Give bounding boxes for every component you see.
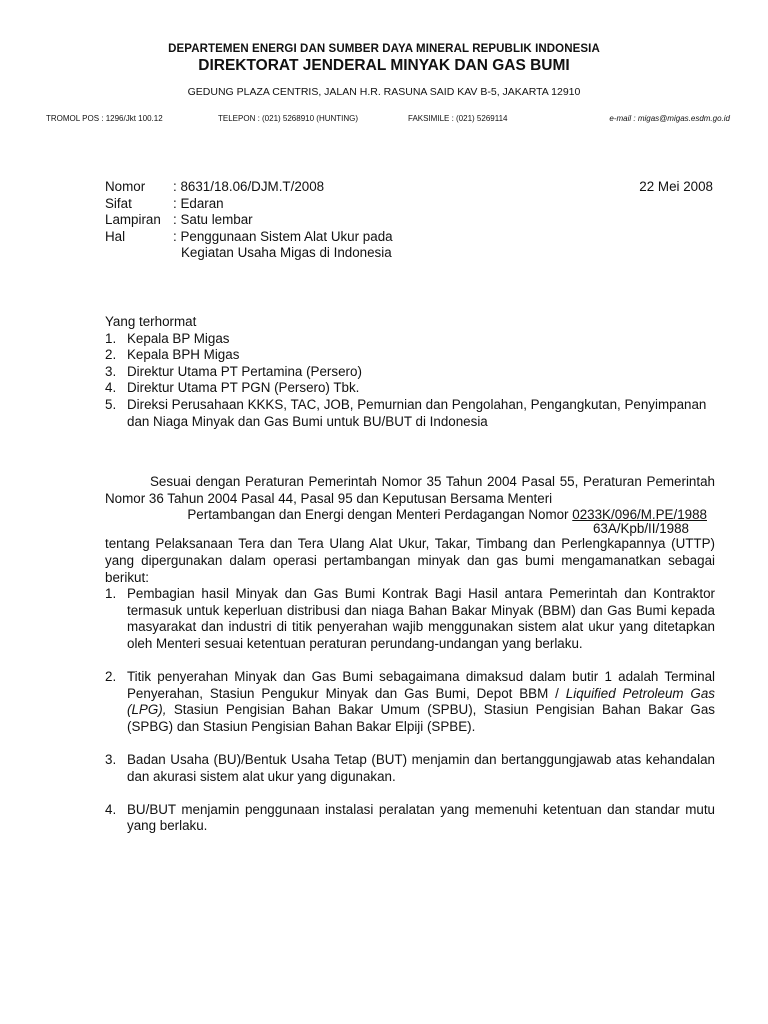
list-item: 1. Pembagian hasil Minyak dan Gas Bumi Kontrak Bagi Hasil antara Pemerintah dan Kontraktor termasuk untuk keperluan distribusi dan niaga Bahan Bakar Minyak (BBM) dan Gas Bumi kepada masyarakat dan industri di titik penyerahan wajib menggunakan sistem alat ukur yang ditetapkan oleh Menteri sesuai ketentuan peraturan perundang-undangan yang berlaku. [105,586,715,651]
reference-number-secondary: 63A/Kpb/II/1988 [592,521,689,537]
email-address: e-mail : migas@migas.esdm.go.id [609,114,730,123]
intro-paragraph [105,474,715,507]
points-list [105,586,715,835]
list-item: 2. Titik penyerahan Minyak dan Gas Bumi sebagaimana dimaksud dalam butir 1 adalah Terminal Penyerahan, Stasiun Pengukur Minyak dan Gas Bumi, Depot BBM / Liquified Petroleum Gas (LPG), Stasiun Pengisian Bahan Bakar Umum (SPBU), Stasiun Pengisian Bahan Bakar Gas (SPBG) dan Stasiun Pengisian Bahan Bakar Elpiji (SPBE). [105,669,715,734]
lampiran-value: : Satu lembar [173,212,253,228]
intro-text: Sesuai dengan Peraturan Pemerintah Nomor 35 Tahun 2004 Pasal 55, Peraturan Pemerintah Nomor 36 Tahun 2004 Pasal 44, Pasal 95 dan Keputusan Bersama Menteri [105,474,715,506]
list-item: 2. Kepala BPH Migas [105,347,240,363]
meta-hal [105,229,715,246]
list-item: 4. Direktur Utama PT PGN (Persero) Tbk. [105,380,360,396]
fax-number: FAKSIMILE : (021) 5269114 [408,114,508,123]
letter-body [105,179,715,835]
letter-content [105,474,715,835]
meta-nomor [105,179,715,196]
hal-value: : Penggunaan Sistem Alat Ukur pada [173,228,393,244]
reference-number: 0233K/096/M.PE/1988 [572,507,707,523]
office-address: GEDUNG PLAZA CENTRIS, JALAN H.R. RASUNA SAID KAV B-5, JAKARTA 12910 [187,86,581,98]
po-box: TROMOL POS : 1296/Jkt 100.12 [46,114,163,123]
list-item: 1. Kepala BP Migas [105,330,230,346]
sifat-value: : Edaran [173,195,224,211]
directorate-name: DIREKTORAT JENDERAL MINYAK DAN GAS BUMI [198,57,570,74]
contact-line [46,113,730,125]
nomor-label: Nomor [105,179,146,194]
salutation: Yang terhormat [105,313,197,329]
list-item: 5. Direksi Perusahaan KKKS, TAC, JOB, Pemurnian dan Pengolahan, Pengangkutan, Penyimpanan dan Niaga Minyak dan Gas Bumi untuk BU/BUT di Indonesia [105,396,707,429]
department-name: DEPARTEMEN ENERGI DAN SUMBER DAYA MINERAL REPUBLIK INDONESIA [168,43,600,55]
hal-value-continued: Kegiatan Usaha Migas di Indonesia [181,245,392,261]
nomor-value: : 8631/18.06/DJM.T/2008 [173,179,325,194]
phone-number: TELEPON : (021) 5268910 (HUNTING) [218,114,359,123]
intro-reference-line: Pertambangan dan Energi dengan Menteri Perdagangan Nomor 0233K/096/M.PE/1988 [187,507,707,523]
letter-meta [105,179,715,262]
sifat-label: Sifat [105,195,132,211]
list-item: 3. Direktur Utama PT Pertamina (Persero) [105,363,362,379]
hal-label: Hal [105,228,126,244]
lampiran-label: Lampiran [105,212,161,228]
letter-date: 22 Mei 2008 [639,179,713,194]
letterhead [0,42,768,99]
meta-sifat [105,196,715,213]
meta-hal-continued [105,245,715,262]
list-item: 3. Badan Usaha (BU)/Bentuk Usaha Tetap (BUT) menjamin dan bertanggungjawab atas kehandalan dan akurasi sistem alat ukur yang digunakan. [105,752,715,784]
list-item: 4. BU/BUT menjamin penggunaan instalasi peralatan yang memenuhi ketentuan dan standar mutu yang berlaku. [105,801,715,834]
intro-continued: tentang Pelaksanaan Tera dan Tera Ulang Alat Ukur, Takar, Timbang dan Perlengkapannya (UTTP) yang dipergunakan dalam operasi pertambangan minyak dan gas bumi mengamanatkan sebagai berikut: [105,536,715,585]
meta-lampiran [105,212,715,229]
recipient-list [105,331,715,431]
